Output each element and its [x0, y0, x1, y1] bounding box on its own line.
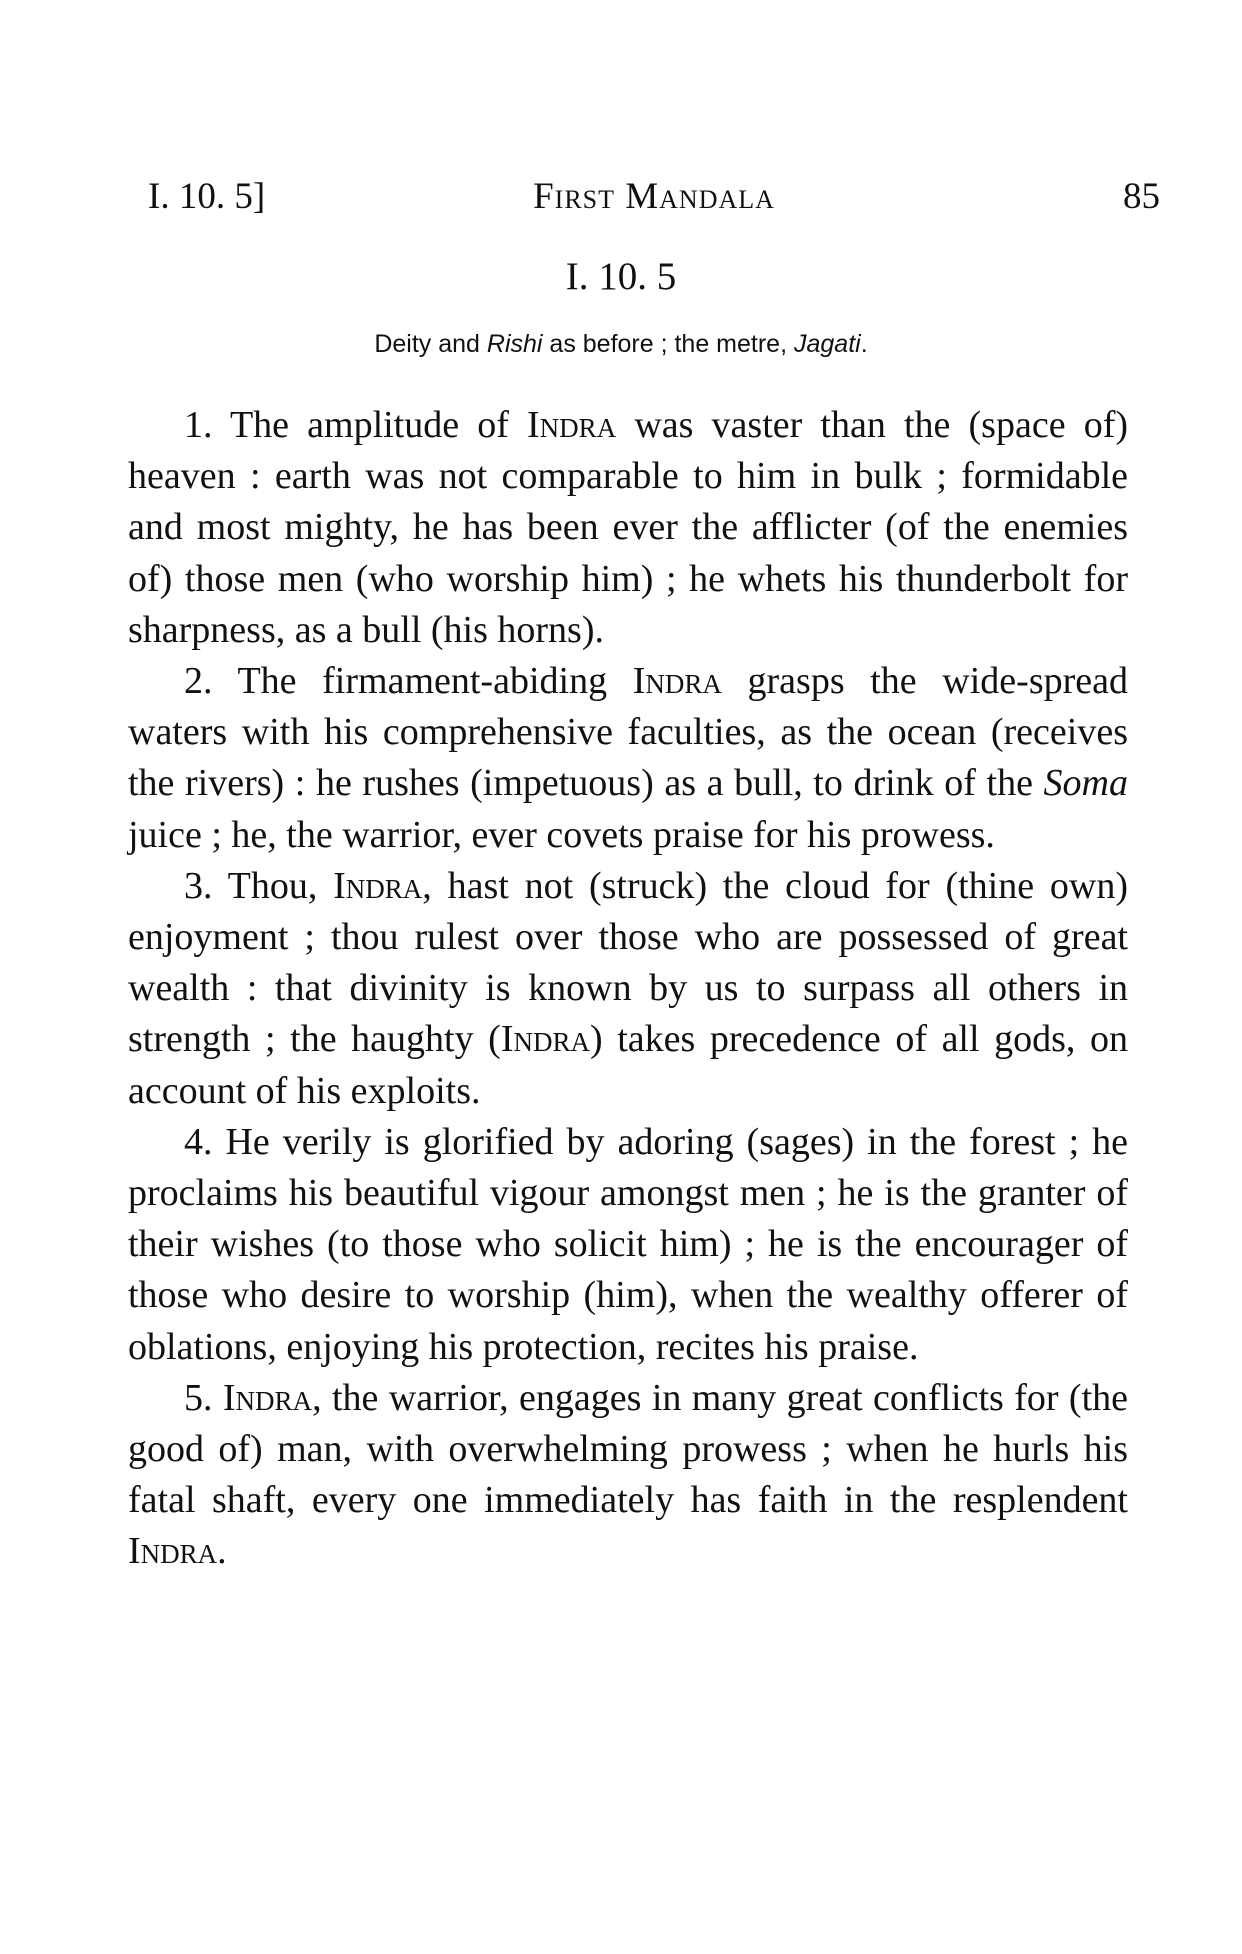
- running-head-title: First Mandala: [533, 176, 775, 217]
- verse-number: 3.: [184, 864, 213, 907]
- hymn-subtitle: [0, 326, 1242, 362]
- verse-text: ) takes precedence of all gods, on account of his exploits.: [128, 1018, 1129, 1112]
- subtitle-text: Deity and: [374, 330, 487, 358]
- verse-text: The amplitude of: [212, 404, 528, 446]
- verse-4: [128, 1117, 1128, 1373]
- verse-text: juice ; he, the warrior, ever covets praise for his prowess.: [128, 813, 995, 856]
- verse-text: .: [217, 1530, 227, 1573]
- verse-text: was vaster than the (space of) heaven : earth was not comparable to him in bulk ; formidable and most mighty, he has been ever the afflicter (of the enemies of) those men (who worship him) ; he whets his thunderbolt for sharpness, as a bull (his horns).: [128, 404, 1128, 651]
- running-head: [148, 172, 1160, 222]
- running-head-verse-ref: I. 10. 5]: [148, 176, 266, 217]
- verse-5: [128, 1373, 1128, 1578]
- verse-text: He verily is glorified by adoring (sages) in the forest ; he proclaims his beautiful vigour amongst men ; he is the granter of their wishes (to those who solicit him) ; he is the encourager of those who desire to worship (him), when the wealthy offerer of oblations, enjoying his protection, recites his praise.: [128, 1120, 1128, 1368]
- deity-name: Indra: [128, 1530, 218, 1573]
- verses-body: [128, 400, 1128, 1578]
- verse-3: [128, 861, 1128, 1117]
- verse-number: 2.: [184, 660, 213, 703]
- verse-text: grasps the wide-spread waters with his comprehensive faculties, as the ocean (receives the rivers) : he rushes (impetuous) as a bull, to drink of the: [128, 660, 1128, 805]
- page-number: 85: [1123, 176, 1160, 217]
- hymn-number: I. 10. 5: [565, 255, 677, 298]
- verse-text: , the warrior, engages in many great conflicts for (the good of) man, with overwhelming prowess ; when he hurls his fatal shaft, every one immediately has faith in the resplendent: [128, 1376, 1128, 1522]
- verse-text: , hast not (struck) the cloud for (thine own) enjoyment ; thou rulest over those who are possessed of great wealth : that divinity is known by us to surpass all others in strength ; the haughty (: [128, 864, 1128, 1061]
- subtitle-metre: Jagati: [793, 330, 861, 358]
- subtitle-text: as before ; the metre,: [542, 330, 794, 358]
- verse-text: Thou,: [212, 864, 334, 907]
- verse-1: [128, 400, 1128, 656]
- verse-number: 4.: [184, 1120, 213, 1163]
- verse-2: [128, 656, 1128, 861]
- deity-name: Indra: [632, 660, 722, 703]
- subtitle-text: .: [860, 330, 868, 358]
- verse-text: [213, 1377, 223, 1419]
- deity-name: Indra: [500, 1018, 590, 1061]
- deity-name: Indra: [333, 864, 423, 907]
- deity-name: Indra: [527, 404, 617, 446]
- soma-term: Soma: [1043, 762, 1128, 805]
- deity-name: Indra: [222, 1376, 313, 1419]
- verse-number: 5.: [184, 1376, 213, 1419]
- verse-number: 1.: [184, 404, 213, 446]
- subtitle-rishi: Rishi: [486, 330, 543, 358]
- verse-text: The firmament-abiding: [212, 660, 633, 703]
